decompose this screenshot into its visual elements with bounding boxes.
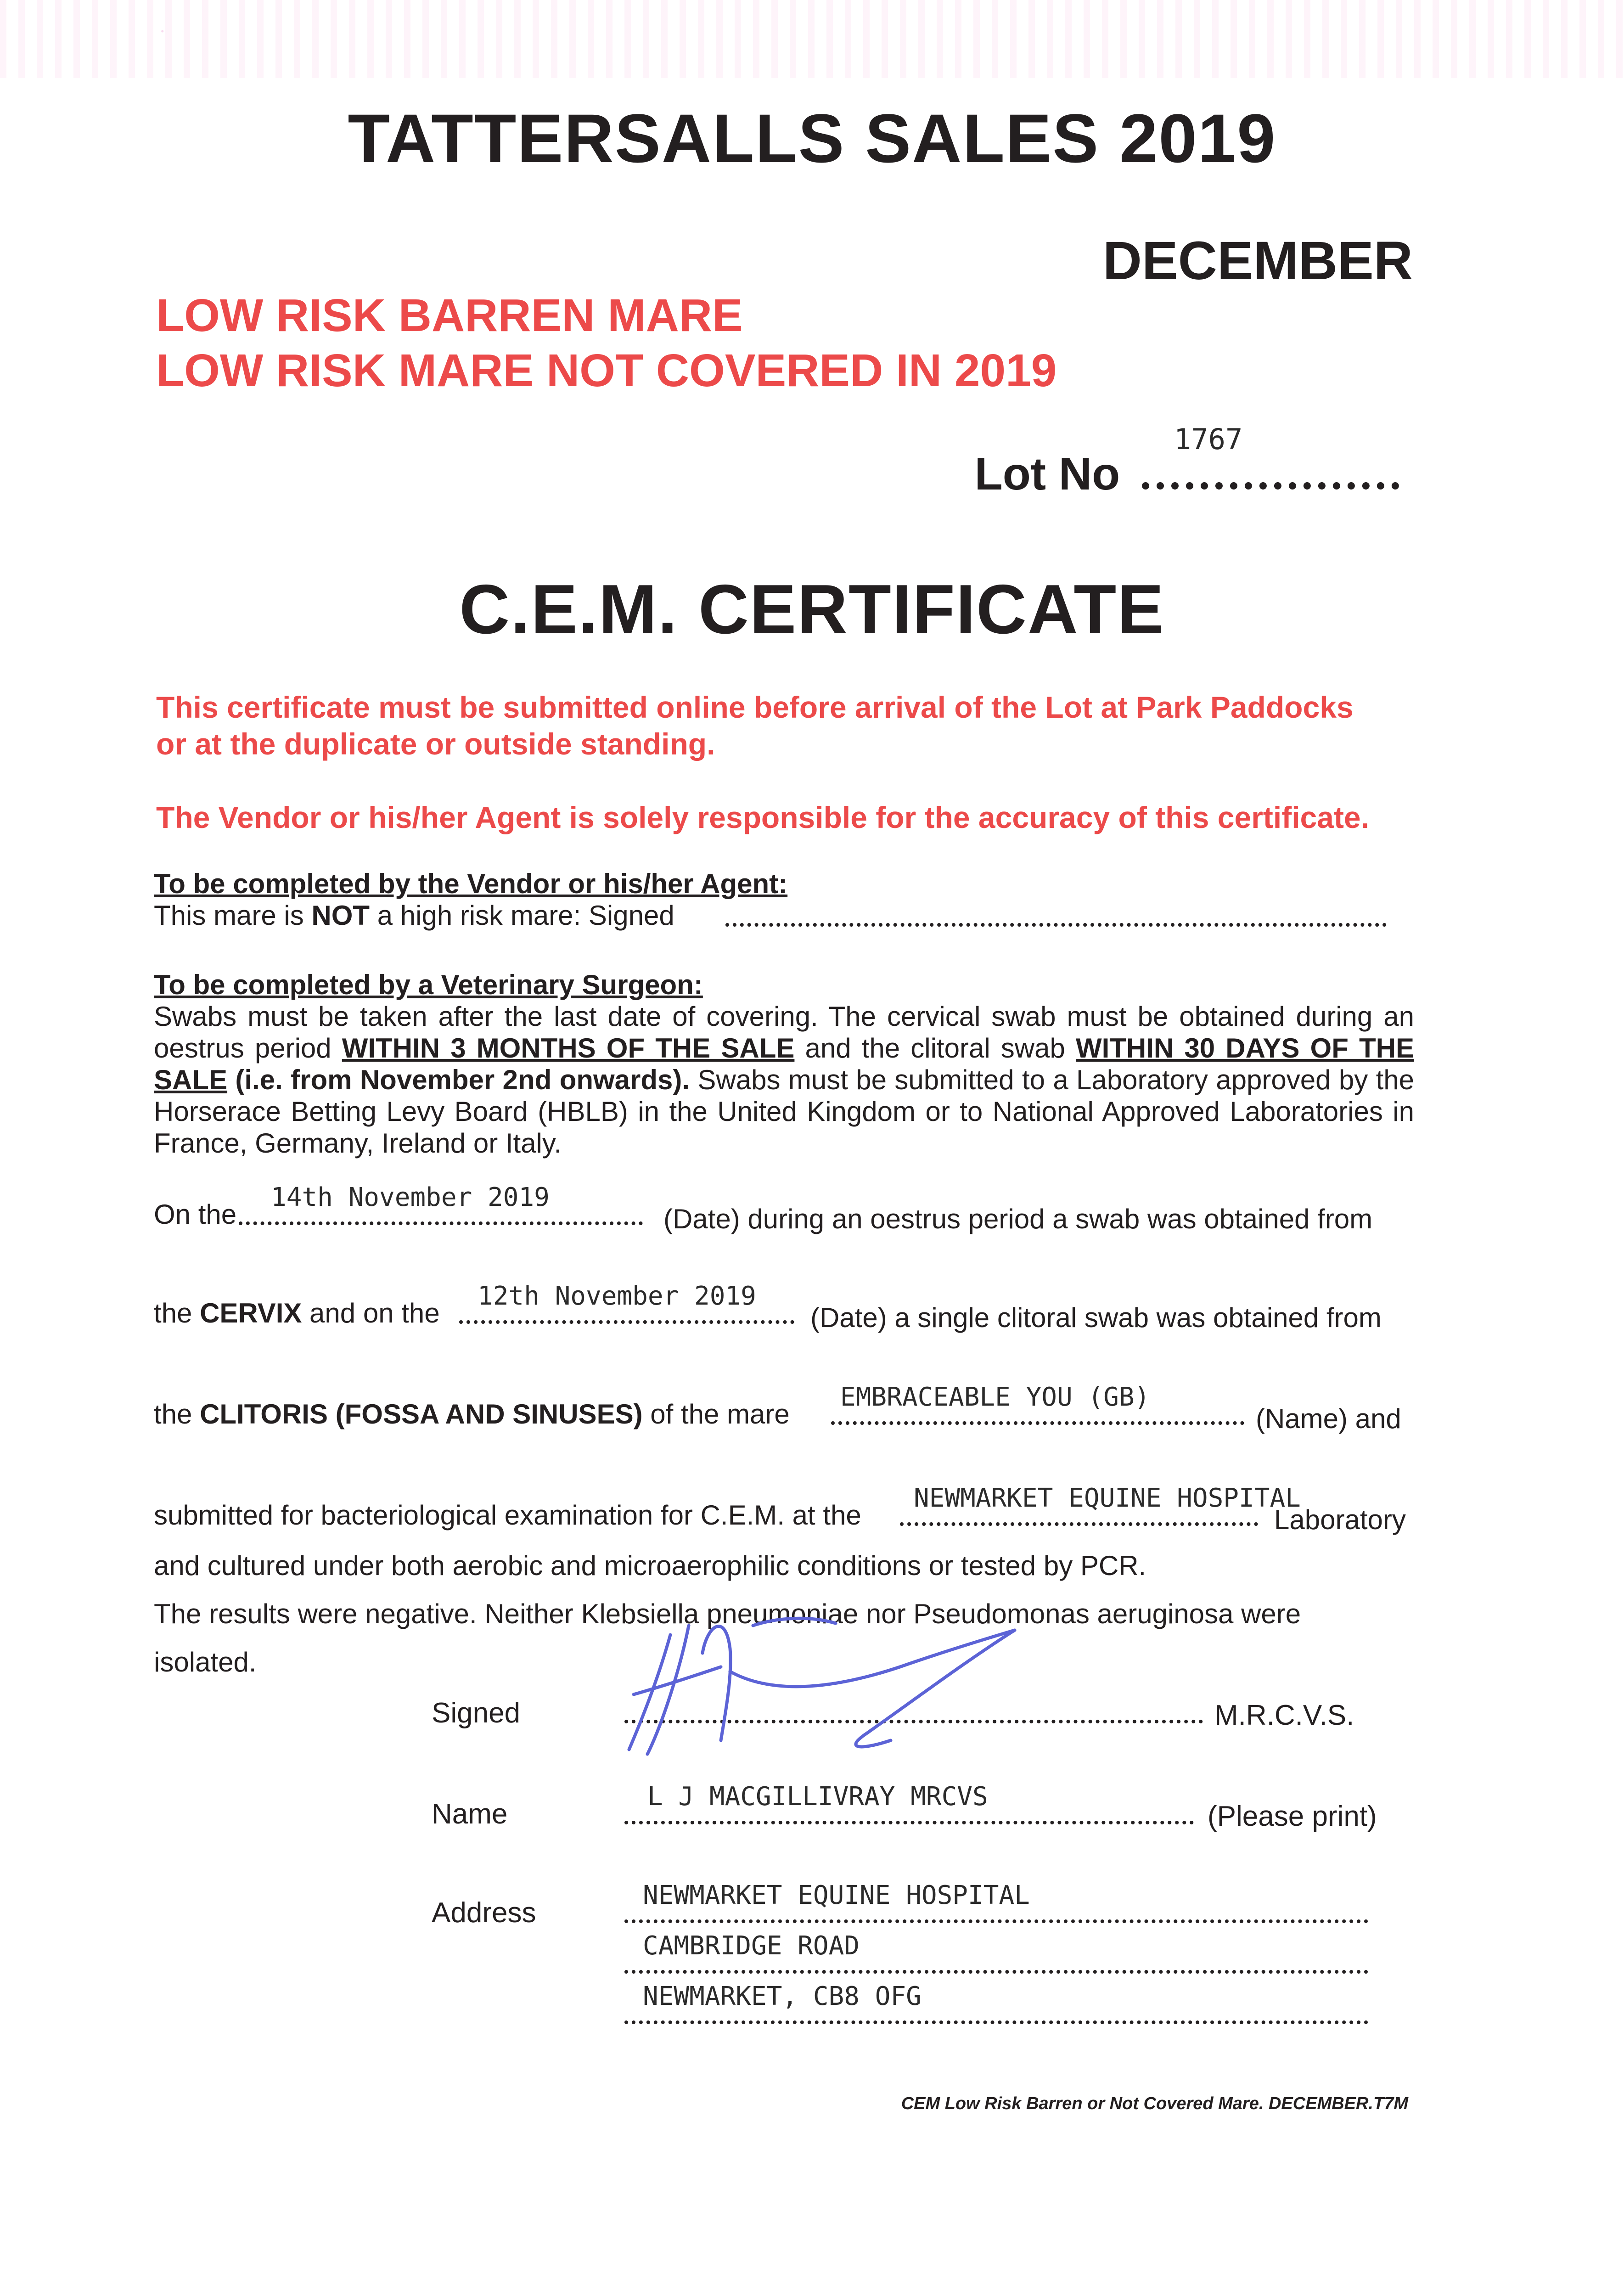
sale-month: DECEMBER: [1102, 231, 1413, 291]
mare-name-value: EMBRACEABLE YOU (GB): [840, 1382, 1150, 1412]
mare-name-line[interactable]: [831, 1421, 1244, 1425]
vet-instr-lab-approval: Swabs must be submitted to a Laboratory approved by the Horserace Betting Levy Board (HBLB) in the United Kingdom or to National Approved Laboratories in France, Germany, Ireland or Italy.: [154, 1064, 1414, 1159]
address-line-1[interactable]: [624, 1919, 1368, 1923]
line2-prefix: [154, 1297, 440, 1329]
vet-instructions: [154, 1001, 1414, 1159]
sales-title: TATTERSALLS SALES 2019: [348, 100, 1276, 177]
line2-suffix: (Date) a single clitoral swab was obtained from: [810, 1302, 1382, 1333]
address-line-3[interactable]: [624, 2020, 1368, 2024]
vet-name-line[interactable]: [624, 1821, 1194, 1824]
mrcvs-label: M.R.C.V.S.: [1214, 1699, 1354, 1731]
vendor-section: [154, 868, 1414, 931]
signed-label: Signed: [432, 1697, 521, 1729]
address-label: Address: [432, 1897, 536, 1929]
risk-category-2: LOW RISK MARE NOT COVERED IN 2019: [156, 345, 1057, 396]
vendor-text-suffix: a high risk mare: Signed: [370, 900, 674, 931]
clitoral-date-line[interactable]: [459, 1320, 794, 1324]
responsibility-notice: The Vendor or his/her Agent is solely responsible for the accuracy of this certificate.: [156, 800, 1369, 834]
address-line-2[interactable]: [624, 1970, 1368, 1974]
line3-suffix: (Name) and: [1256, 1403, 1401, 1434]
submission-notice-line1: This certificate must be submitted online before arrival of the Lot at Park Paddocks: [156, 690, 1354, 724]
lot-number-value: 1767: [1174, 422, 1243, 456]
vet-instr-a: Swabs must be taken after the last date of covering. The cervical swab must be obtained during an oestrus period: [154, 1001, 1414, 1064]
vet-instr-date-note: (i.e. from November 2nd onwards).: [227, 1064, 690, 1095]
clitoral-date-value: 12th November 2019: [478, 1281, 756, 1311]
address-value-1: NEWMARKET EQUINE HOSPITAL: [643, 1880, 1030, 1910]
results-statement: The results were negative. Neither Klebsiella pneumoniae nor Pseudomonas aeruginosa were: [154, 1598, 1301, 1629]
lot-label: Lot No: [974, 448, 1120, 500]
line2-cervix: CERVIX: [200, 1298, 302, 1328]
line3-of-the-mare: of the mare: [642, 1399, 790, 1429]
vet-instr-clitoral-window: WITHIN 30 DAYS OF THE SALE: [154, 1033, 1414, 1095]
vet-section: [154, 969, 1414, 1159]
line3-the: the: [154, 1399, 200, 1429]
laboratory-line[interactable]: [900, 1522, 1258, 1526]
cervix-date-line[interactable]: [239, 1221, 643, 1225]
submission-notice: [156, 689, 1414, 762]
vet-instr-c: and the clitoral swab: [794, 1033, 1076, 1064]
certificate-heading: C.E.M. CERTIFICATE: [459, 570, 1165, 648]
line4-suffix: Laboratory: [1274, 1504, 1406, 1535]
vet-name-value: L J MACGILLIVRAY MRCVS: [647, 1782, 988, 1812]
line2-and-on-the: and on the: [302, 1298, 440, 1328]
lot-number-field: [974, 422, 1399, 501]
risk-category-1: LOW RISK BARREN MARE: [156, 290, 743, 341]
culture-conditions: and cultured under both aerobic and microaerophilic conditions or tested by PCR.: [154, 1550, 1146, 1581]
form-reference: CEM Low Risk Barren or Not Covered Mare. DECEMBER.T7M: [901, 2094, 1408, 2113]
lot-dotted-line: [1142, 422, 1399, 490]
vet-signature-scribble: [615, 1598, 1028, 1791]
vendor-text-prefix: This mare is: [154, 900, 312, 931]
line4-prefix: submitted for bacteriological examination for C.E.M. at the: [154, 1500, 861, 1531]
submission-notice-line2: or at the duplicate or outside standing.: [156, 727, 715, 761]
vendor-heading: To be completed by the Vendor or his/her Agent:: [154, 868, 788, 899]
address-value-2: CAMBRIDGE ROAD: [643, 1931, 860, 1961]
cervix-date-value: 14th November 2019: [271, 1182, 550, 1212]
line2-the: the: [154, 1298, 200, 1328]
laboratory-value: NEWMARKET EQUINE HOSPITAL: [914, 1483, 1301, 1513]
results-isolated: isolated.: [154, 1647, 257, 1677]
please-print-label: (Please print): [1208, 1801, 1377, 1832]
vendor-signature-line[interactable]: [725, 923, 1387, 927]
address-value-3: NEWMARKET, CB8 OFG: [643, 1981, 922, 2011]
name-label: Name: [432, 1798, 508, 1830]
line1-prefix: On the: [154, 1199, 237, 1230]
line3-prefix: [154, 1398, 790, 1430]
line3-clitoris: CLITORIS (FOSSA AND SINUSES): [200, 1399, 643, 1429]
vet-instr-cervical-window: WITHIN 3 MONTHS OF THE SALE: [342, 1033, 795, 1064]
header-stamp-strip: [0, 0, 1624, 78]
line1-suffix: (Date) during an oestrus period a swab was obtained from: [663, 1204, 1373, 1234]
vendor-text-not: NOT: [311, 900, 370, 931]
vet-heading: To be completed by a Veterinary Surgeon:: [154, 969, 703, 1000]
